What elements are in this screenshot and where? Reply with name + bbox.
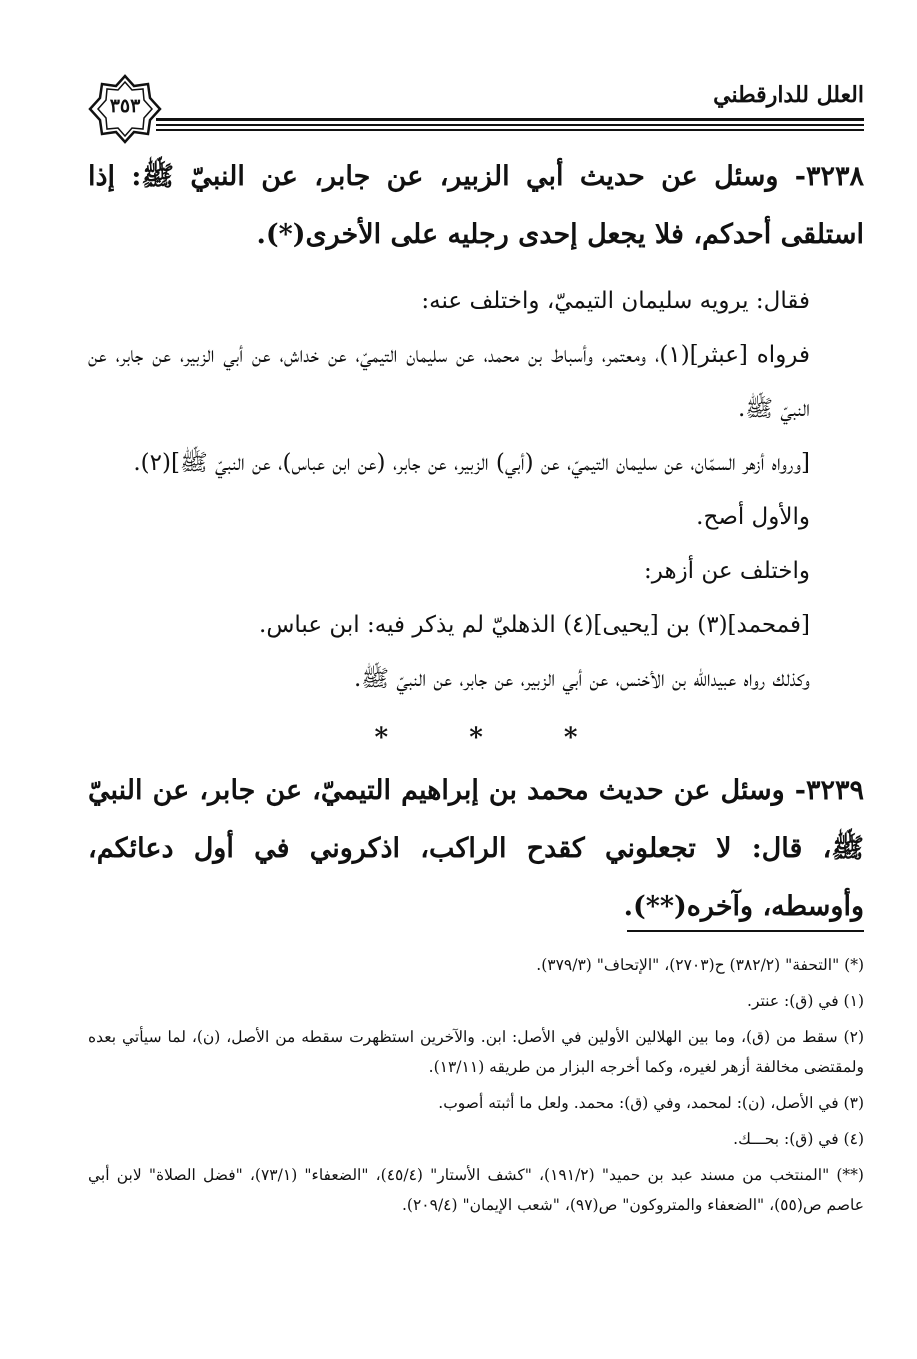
footnote: (٣) في الأصل، (ن): لمحمد، وفي (ق): محمد. ولعل ما أثبته أصوب. <box>438 1094 864 1112</box>
footnote-rule <box>627 930 864 932</box>
paragraph: [ورواه أزهر السمّان، عن سليمان التيميّ، عن (أبي) الزبير، عن جابر، (عن ابن عباس)، عن النبيّ ﷺ](٢). <box>133 450 810 476</box>
page-header <box>88 74 864 144</box>
footnote: (٢) سقط من (ق)، وما بين الهلالين الأولين في الأصل: ابن. والآخرين استظهرت سقطه من الأصل، (ن)، لما سيأتي بعده ولمقتضى مخالفة أزهر لغيره، وكما أخرجه البزار من طريقه (١٣/١١). <box>88 1028 864 1076</box>
section-separator: * * * <box>374 723 614 753</box>
paragraph: وكذلك رواه عبيدالله بن الأخنس، عن أبي الزبير، عن جابر، عن النبيّ ﷺ. <box>353 666 810 692</box>
paragraph: فقال: يرويه سليمان التيميّ، واختلف عنه: <box>421 288 810 314</box>
footnote: (١) في (ق): عنتر. <box>747 992 864 1010</box>
footnote: (*) "التحفة" (٣٨٢/٢) ح(٢٧٠٣)، "الإتحاف" (٣٧٩/٣). <box>536 956 864 974</box>
paragraph: واختلف عن أزهر: <box>644 558 810 584</box>
paragraph: [فمحمد](٣) بن [يحيى](٤) الذهليّ لم يذكر فيه: ابن عباس. <box>259 612 810 638</box>
paragraph: والأول أصح. <box>696 504 810 530</box>
entry-heading: ٣٢٣٨- وسئل عن حديث أبي الزبير، عن جابر، عن النبيّ ﷺ: إذا استلقى أحدكم، فلا يجعل إحدى رجليه على الأخرى(*). <box>88 161 864 250</box>
footnote: (**) "المنتخب من مسند عبد بن حميد" (١٩١/٢)، "كشف الأستار" (٤٥/٤)، "الضعفاء" (٧٣/١)، "فضل الصلاة" لابن أبي عاصم ص(٥٥)، "الضعفاء والمتروكون" ص(٩٧)، "شعب الإيمان" (٢٠٩/٤). <box>88 1166 864 1214</box>
footnote: (٤) في (ق): بحـــك. <box>733 1130 864 1148</box>
main-text <box>88 148 864 936</box>
page-number: ٣٥٣ <box>109 95 141 117</box>
entry-heading: ٣٢٣٩- وسئل عن حديث محمد بن إبراهيم التيميّ، عن جابر، عن النبيّ ﷺ، قال: لا تجعلوني كقدح الراكب، اذكروني في أول دعائكم، وأوسطه، وآخره(**). <box>88 775 864 922</box>
running-title: العلل للدارقطني <box>713 82 864 108</box>
footnotes <box>88 950 864 1226</box>
paragraph: فرواه [عبثر](١)، ومعتمر، وأسباط بن محمد، عن سليمان التيميّ، عن خداش، عن أبي الزبير، عن جابر، عن النبيّ ﷺ. <box>88 342 810 422</box>
header-rule-lines <box>156 118 864 136</box>
